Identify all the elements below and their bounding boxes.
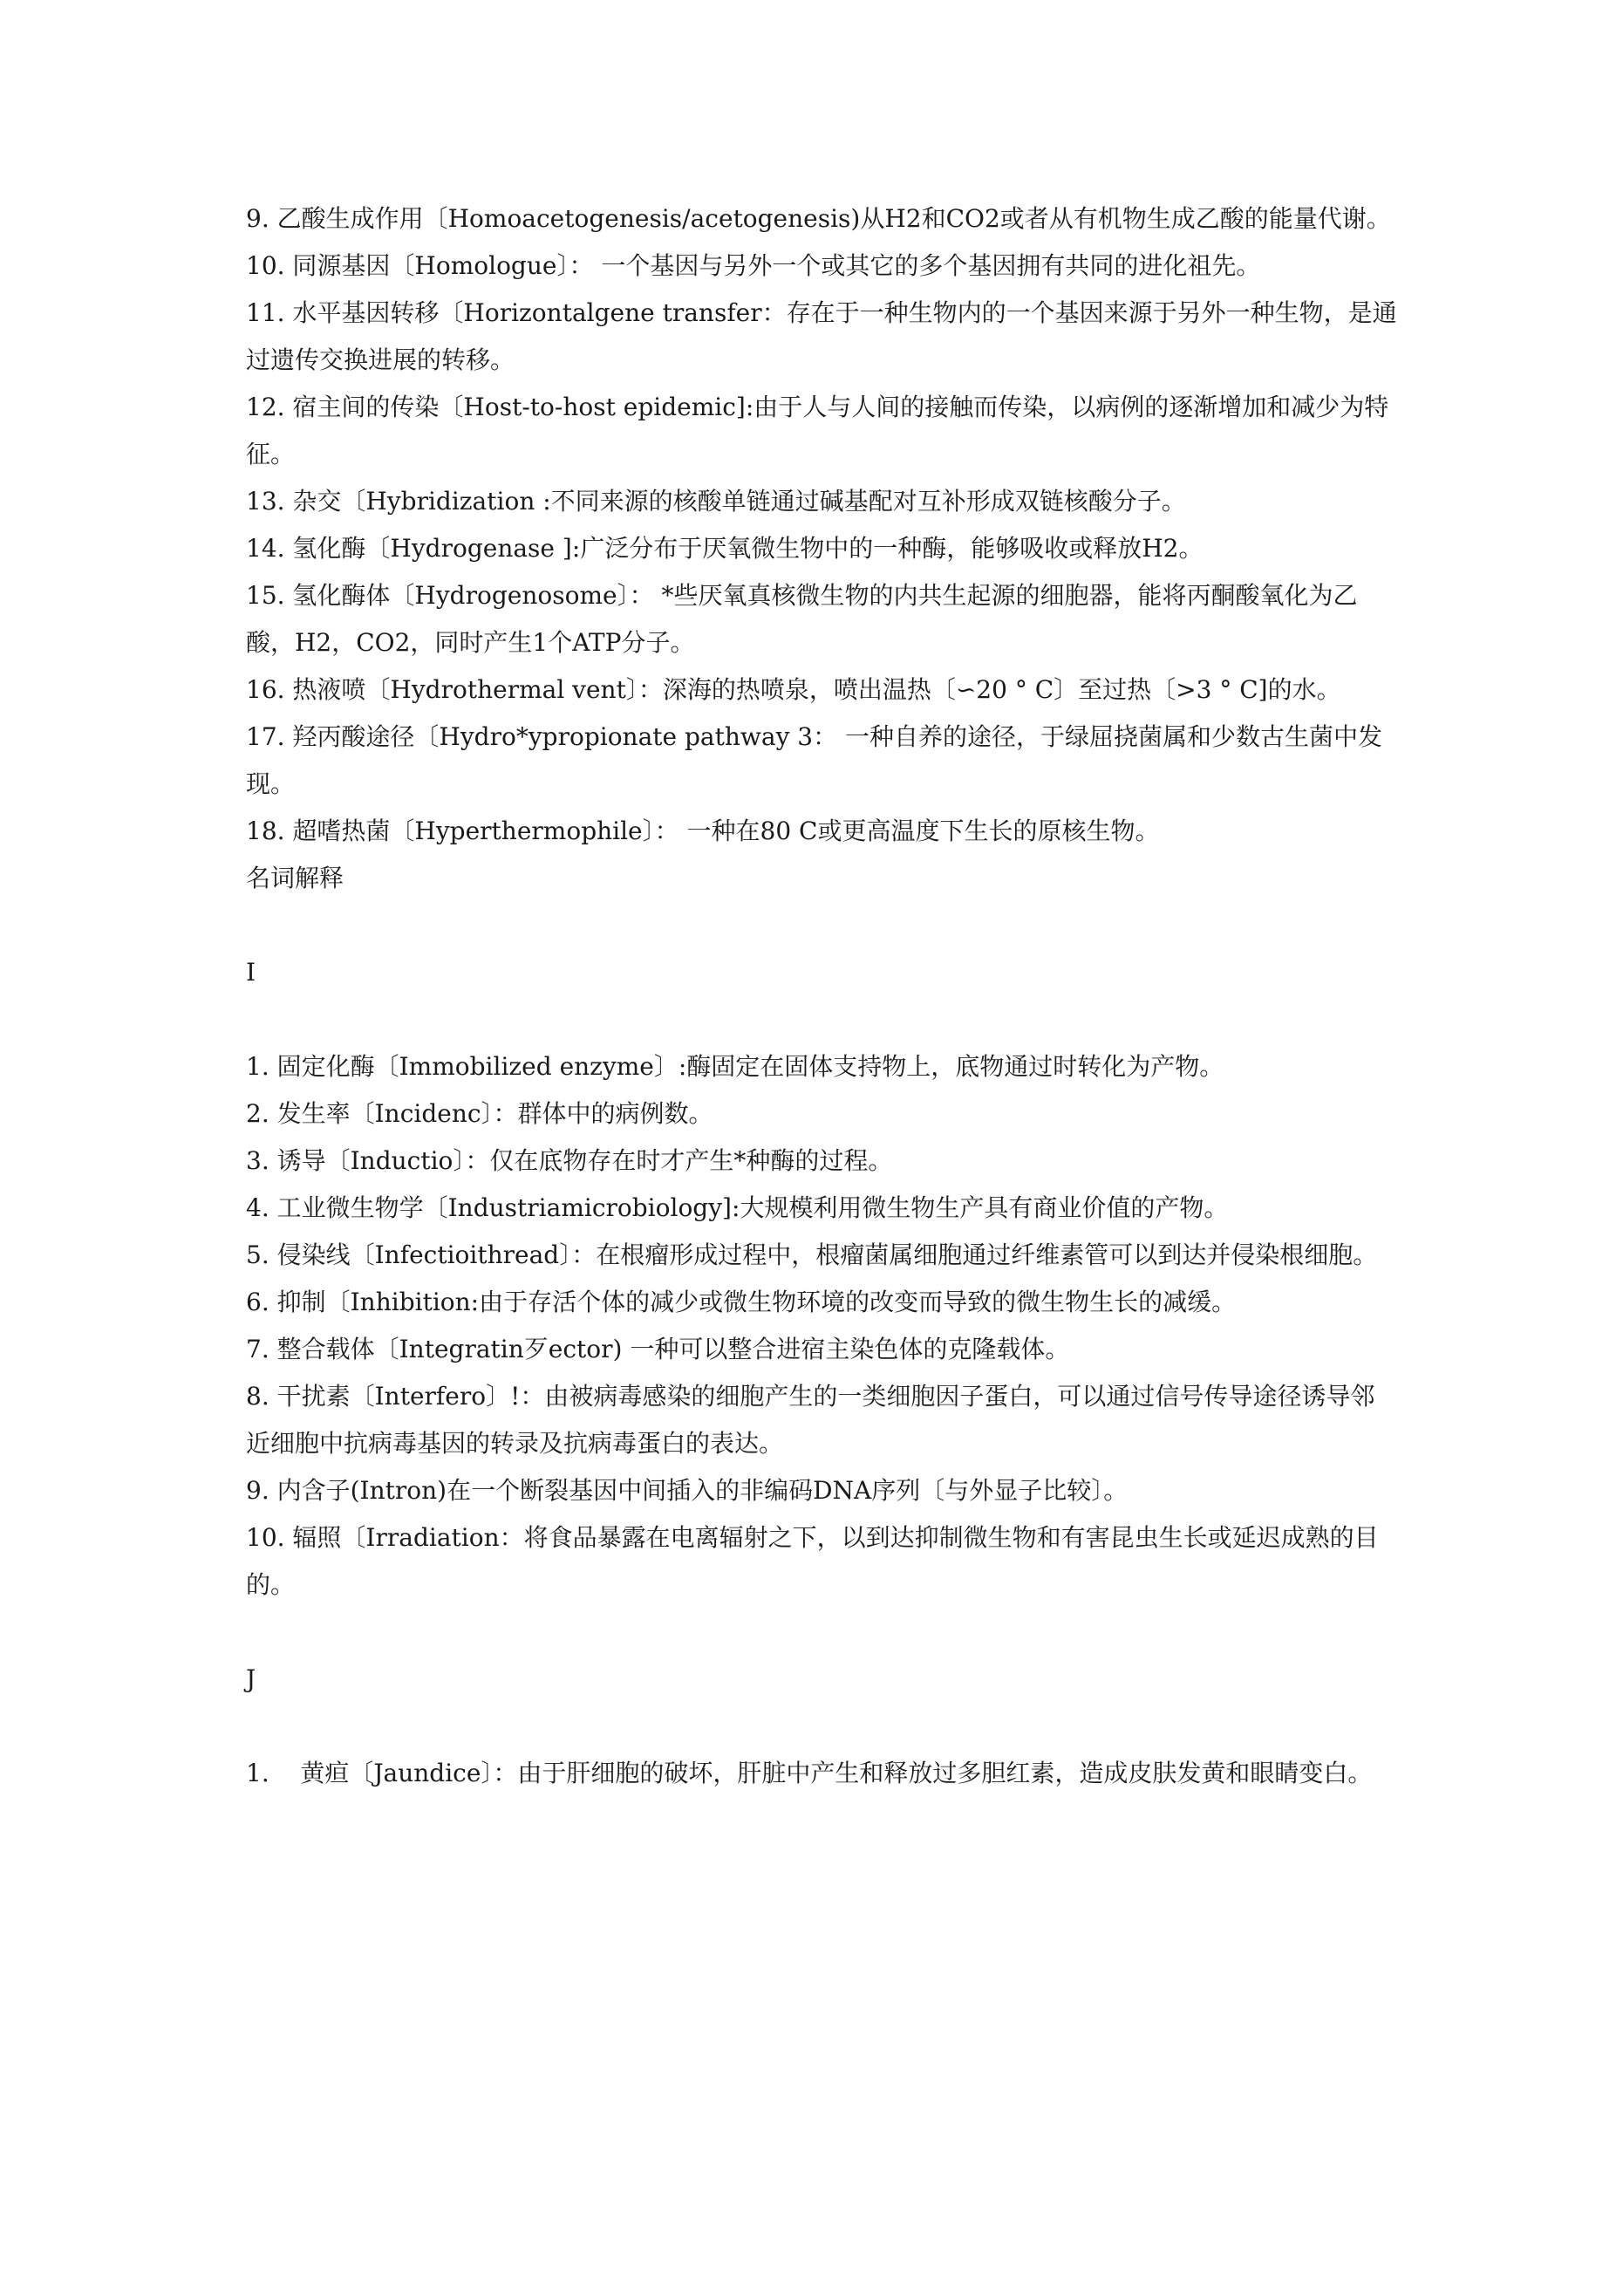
entry-h-14: 14. 氢化酶〔Hydrogenase ]:广泛分布于厌氧微生物中的一种酶，能够吸收或释放H2。 xyxy=(246,534,1204,563)
subtitle-term-explanation: 名词解释 xyxy=(246,864,344,892)
entry-i-8: 8. 干扰素〔Interfero〕!：由被病毒感染的细胞产生的一类细胞因子蛋白，可以通过信号传导途径诱导邻近细胞中抗病毒基因的转录及抗病毒蛋白的表达。 xyxy=(246,1382,1375,1458)
section-letter-j: J xyxy=(246,1664,256,1693)
entry-i-10: 10. 辐照〔Irradiation：将食品暴露在电离辐射之下，以到达抑制微生物和有害昆虫生长或延迟成熟的目的。 xyxy=(246,1523,1379,1599)
entry-h-17: 17. 羟丙酸途径〔Hydro*ypropionate pathway 3： 一种自养的途径，于绿屈挠菌属和少数古生菌中发现。 xyxy=(246,722,1383,798)
entry-h-10: 10. 同源基因〔Homologue〕： 一个基因与另外一个或其它的多个基因拥有共同的进化祖先。 xyxy=(246,251,1261,280)
entry-h-13: 13. 杂交〔Hybridization :不同来源的核酸单链通过碱基配对互补形成双链核酸分子。 xyxy=(246,487,1186,516)
entry-i-9: 9. 内含子(Intron)在一个断裂基因中间插入的非编码DNA序列〔与外显子比较〕。 xyxy=(246,1476,1129,1505)
spacer xyxy=(246,1703,1397,1750)
entry-i-3: 3. 诱导〔Inductio〕：仅在底物存在时才产生*种酶的过程。 xyxy=(246,1146,893,1175)
entry-h-12: 12. 宿主间的传染〔Host-to-host epidemic]:由于人与人间的接触而传染，以病例的逐渐增加和减少为特征。 xyxy=(246,393,1389,468)
spacer xyxy=(246,1609,1397,1656)
section-letter-i: I xyxy=(246,958,256,987)
entry-i-5: 5. 侵染线〔Infectioithread〕：在根瘤形成过程中，根瘤菌属细胞通过纤维素管可以到达并侵染根细胞。 xyxy=(246,1240,1378,1269)
document-page xyxy=(246,195,1397,1797)
spacer xyxy=(246,902,1397,949)
entry-i-1: 1. 固定化酶〔Immobilized enzyme〕:酶固定在固体支持物上，底物通过时转化为产物。 xyxy=(246,1052,1224,1081)
entry-j-1: 1. 黄疸〔Jaundice〕：由于肝细胞的破坏，肝脏中产生和释放过多胆红素，造成皮肤发黄和眼睛变白。 xyxy=(246,1759,1373,1787)
entry-h-15: 15. 氢化酶体〔Hydrogenosome〕： *些厌氧真核微生物的内共生起源的细胞器，能将丙酮酸氧化为乙酸，H2，CO2，同时产生1个ATP分子。 xyxy=(246,581,1358,657)
entry-h-11: 11. 水平基因转移〔Horizontalgene transfer：存在于一种生物内的一个基因来源于另外一种生物，是通过遗传交换进展的转移。 xyxy=(246,298,1397,374)
spacer xyxy=(246,996,1397,1043)
entry-h-9: 9. 乙酸生成作用〔Homoacetogenesis/acetogenesis)从H2和CO2或者从有机物生成乙酸的能量代谢。 xyxy=(246,204,1391,233)
entry-i-6: 6. 抑制〔Inhibition:由于存活个体的减少或微生物环境的改变而导致的微生物生长的减缓。 xyxy=(246,1288,1237,1316)
entry-i-4: 4. 工业微生物学〔Industriamicrobiology]:大规模利用微生物生产具有商业价值的产物。 xyxy=(246,1193,1229,1222)
entry-h-18: 18. 超嗜热菌〔Hyperthermophile〕： 一种在80 C或更高温度下生长的原核生物。 xyxy=(246,817,1160,845)
entry-i-7: 7. 整合载体〔Integratin歹ector) 一种可以整合进宿主染色体的克隆载体。 xyxy=(246,1335,1070,1363)
entry-h-16: 16. 热液喷〔Hydrothermal vent〕：深海的热喷泉，喷出温热〔∽20 ° C〕至过热〔>3 ° C]的水。 xyxy=(246,675,1341,704)
entry-i-2: 2. 发生率〔Incidenc〕：群体中的病例数。 xyxy=(246,1099,713,1128)
